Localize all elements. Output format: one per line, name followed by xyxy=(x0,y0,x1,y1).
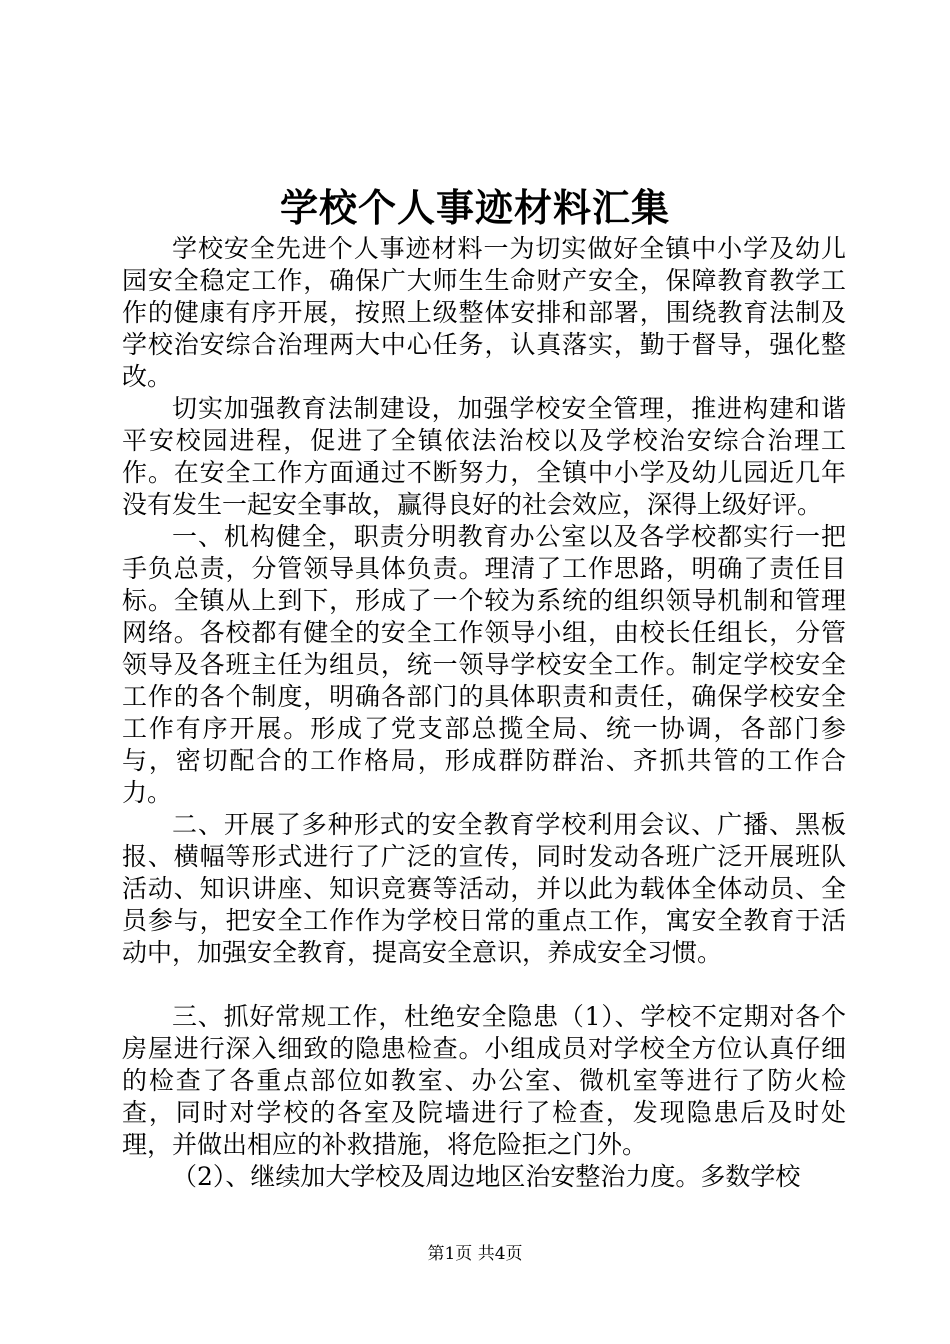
paragraph-section-3: 三、抓好常规工作，杜绝安全隐患（1）、学校不定期对各个房屋进行深入细致的隐患检查。小组成员对学校全方位认真仔细的检查了各重点部位如教室、办公室、微机室等进行了防火检查，同时对学校的各室及院墙进行了检查，发现隐患后及时处理，并做出相应的补救措施，将危险拒之门外。 xyxy=(122,1002,846,1159)
paragraph-section-3-item-2: （2）、继续加大学校及周边地区治安整治力度。多数学校 xyxy=(172,1162,801,1191)
document-title: 学校个人事迹材料汇集 xyxy=(279,185,670,230)
paragraph-intro: 学校安全先进个人事迹材料一为切实做好全镇中小学及幼儿园安全稳定工作，确保广大师生生命财产安全，保障教育教学工作的健康有序开展，按照上级整体安排和部署，围绕教育法制及学校治安综合治理两大中心任务，认真落实，勤于督导，强化整改。 xyxy=(122,234,846,391)
paragraph-section-1: 一、机构健全，职责分明教育办公室以及各学校都实行一把手负总责，分管领导具体负责。理清了工作思路，明确了责任目标。全镇从上到下，形成了一个较为系统的组织领导机制和管理网络。各校都有健全的安全工作领导小组，由校长任组长，分管领导及各班主任为组员，统一领导学校安全工作。制定学校安全工作的各个制度，明确各部门的具体职责和责任，确保学校安全工作有序开展。形成了党支部总揽全局、统一协调，各部门参与，密切配合的工作格局，形成群防群治、齐抓共管的工作合力。 xyxy=(122,522,846,807)
paragraph-section-2: 二、开展了多种形式的安全教育学校利用会议、广播、黑板报、横幅等形式进行了广泛的宣传，同时发动各班广泛开展班队活动、知识讲座、知识竞赛等活动，并以此为载体全体动员、全员参与，把安全工作作为学校日常的重点工作，寓安全教育于活动中，加强安全教育，提高安全意识，养成安全习惯。 xyxy=(122,810,846,967)
page-footer: 第1页 共4页 xyxy=(427,1244,523,1264)
paragraph-legal-construction: 切实加强教育法制建设，加强学校安全管理，推进构建和谐平安校园进程，促进了全镇依法治校以及学校治安综合治理工作。在安全工作方面通过不断努力，全镇中小学及幼儿园近几年没有发生一起安全事故，赢得良好的社会效应，深得上级好评。 xyxy=(122,394,846,519)
document-body xyxy=(122,233,846,1193)
